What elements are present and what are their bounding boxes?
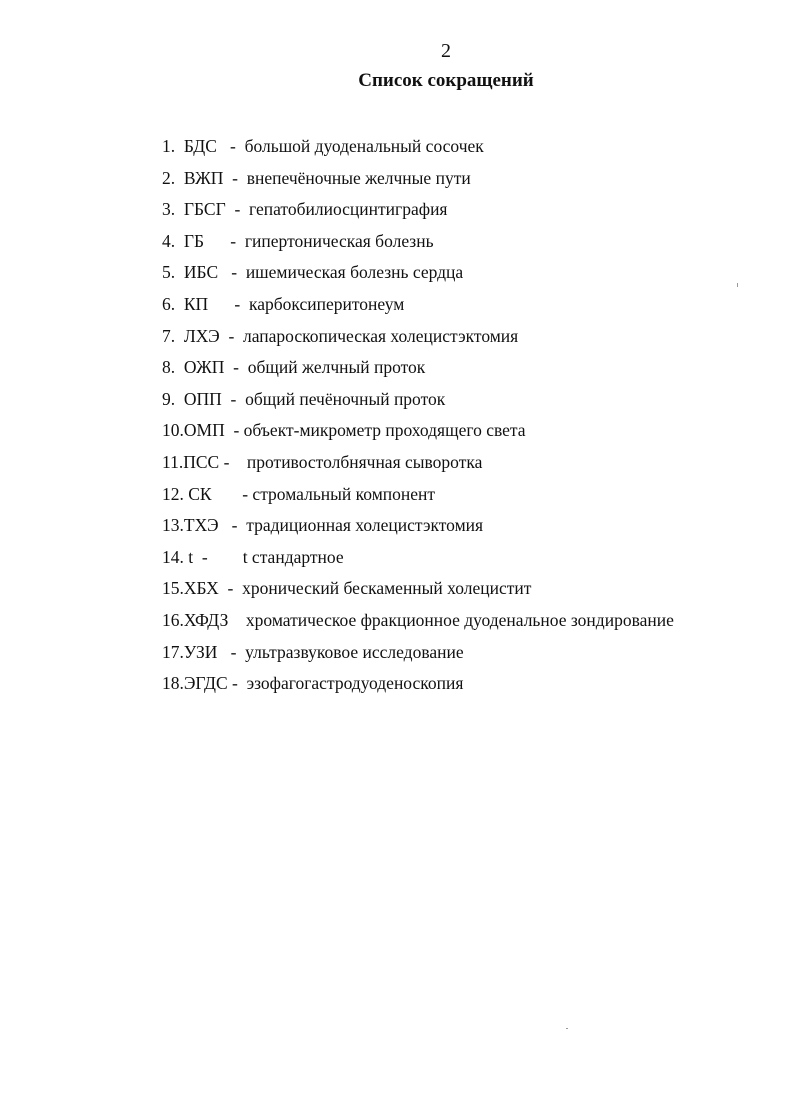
list-item: 8. ОЖП - общий желчный проток — [162, 357, 426, 378]
list-item: 4. ГБ - гипертоническая болезнь — [162, 230, 434, 251]
page-title: Список сокращений — [358, 70, 534, 91]
list-item: 13.ТХЭ - традиционная холецистэктомия — [162, 515, 484, 536]
list-item: 1. БДС - большой дуоденальный сосочек — [162, 136, 484, 156]
page-number: 2 — [441, 40, 451, 62]
list-item: 9. ОПП - общий печёночный проток — [162, 388, 446, 409]
list-item: 7. ЛХЭ - лапароскопическая холецистэктомия — [162, 325, 519, 346]
abbreviation-list — [162, 134, 674, 703]
list-item: 18.ЭГДС - эзофагогастродуоденоскопия — [162, 673, 464, 694]
list-item: 15.ХБХ - хронический бескаменный холецистит — [162, 578, 532, 599]
list-item: 12. СК - стромальный компонент — [162, 483, 436, 504]
list-item: 10.ОМП - объект-микрометр проходящего света — [162, 420, 526, 441]
list-item: 6. КП - карбоксиперитонеум — [162, 293, 405, 314]
list-item: 11.ПСС - противостолбнячная сыворотка — [162, 451, 483, 472]
list-item: 16.ХФДЗ хроматическое фракционное дуоденальное зондирование — [162, 609, 674, 630]
list-item: 14. t - t стандартное — [162, 546, 344, 567]
scan-speck — [566, 1028, 568, 1029]
list-item: 5. ИБС - ишемическая болезнь сердца — [162, 262, 464, 283]
list-item: 3. ГБСГ - гепатобилиосцинтиграфия — [162, 199, 448, 220]
list-item: 17.УЗИ - ультразвуковое исследование — [162, 641, 464, 662]
scan-speck — [737, 283, 738, 287]
list-item: 2. ВЖП - внепечёночные желчные пути — [162, 167, 471, 188]
